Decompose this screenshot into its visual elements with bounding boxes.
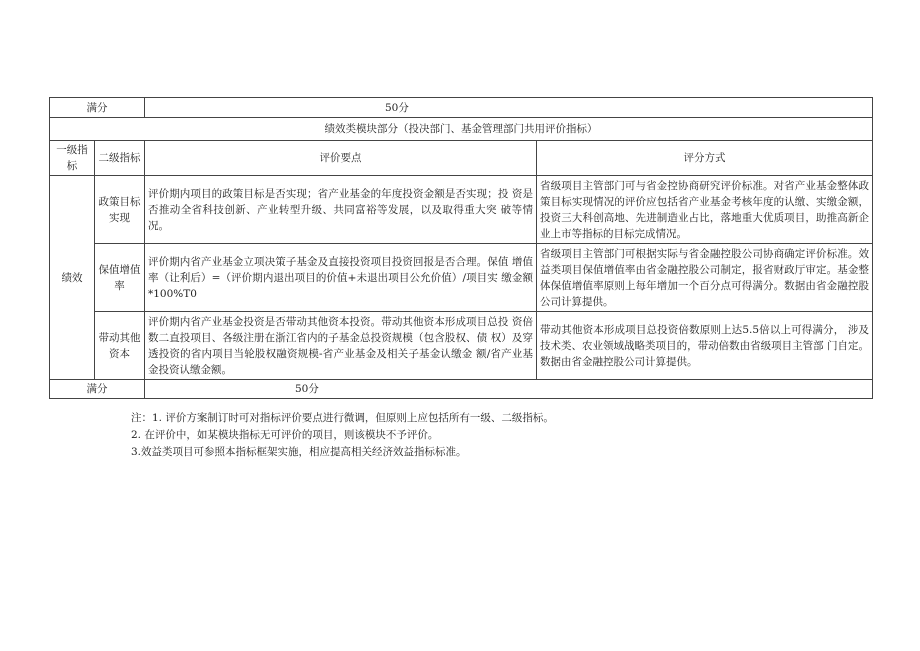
notes xyxy=(131,410,554,461)
evaluation-sheet xyxy=(49,97,872,399)
header-row xyxy=(50,141,873,176)
top-total-row xyxy=(50,98,873,118)
bottom-total-row xyxy=(50,380,873,399)
level2-cell: 保值增值率 xyxy=(95,244,145,312)
level2-cell: 政策目标实现 xyxy=(95,176,145,244)
section-title-row xyxy=(50,118,873,141)
table-row xyxy=(50,312,873,380)
top-total-score-text: 50分 xyxy=(385,101,409,114)
table-row xyxy=(50,244,873,312)
method-cell: 省级项目主管部门可与省金控协商研究评价标准。对省产业基金整体政策目标实现情况的评价应包括省产业基金考核年度的认缴、实缴金额，投资三大科创高地、先进制造业占比，落地重大优质项目，助推高新企业上市等指标的目标完成情况。 xyxy=(537,176,873,244)
points-cell: 评价期内省产业基金立项决策子基金及直接投资项目投资回报是否合理。保值 增值率（让利后）=（评价期内退出项目的价值+未退出项目公允价值）/项目实 缴金额*100%T0 xyxy=(145,244,537,312)
bottom-total-score-text: 50分 xyxy=(295,383,319,395)
group-label: 绩效 xyxy=(50,176,95,380)
top-total-score xyxy=(145,98,873,118)
table-row xyxy=(50,176,873,244)
method-cell: 省级项目主管部门可根据实际与省金融控股公司协商确定评价标准。效益类项目保值增值率由省金融控股公司制定，报省财政厅审定。基金整体保值增值率原则上每年增加一个百分点可得满分。数据由省金融控股公司计算提供。 xyxy=(537,244,873,312)
note-item: 注：1. 评价方案制订时可对指标评价要点进行微调，但原则上应包括所有一级、二级指标。 xyxy=(131,412,554,424)
indicator-table xyxy=(49,97,873,399)
points-cell: 评价期内省产业基金投资是否带动其他资本投资。带动其他资本形成项目总投 资倍数二直投项目、各级注册在浙江省内的子基金总投资规模（包含股权、债 权）及穿透投资的省内项目当轮股权融资规模-省产业基金及相关子基金认缴金 额/省产业基金投资认缴金额。 xyxy=(145,312,537,380)
header-points: 评价要点 xyxy=(145,141,537,176)
points-cell: 评价期内项目的政策目标是否实现；省产业基金的年度投资金额是否实现；投 资是否推动全省科技创新、产业转型升级、共同富裕等发展，以及取得重大突 破等情况。 xyxy=(145,176,537,244)
header-level1: 一级指标 xyxy=(50,141,95,176)
note-item: 2. 在评价中，如某模块指标无可评价的项目，则该模块不予评价。 xyxy=(131,429,439,441)
header-level2: 二级指标 xyxy=(95,141,145,176)
note-item: 3.效益类项目可参照本指标框架实施，相应提高相关经济效益指标标准。 xyxy=(131,446,467,458)
bottom-total-score xyxy=(145,380,873,399)
header-method: 评分方式 xyxy=(537,141,873,176)
bottom-total-label: 满分 xyxy=(50,380,145,399)
top-total-label: 满分 xyxy=(50,98,145,118)
section-title: 绩效类模块部分（投决部门、基金管理部门共用评价指标） xyxy=(50,118,873,141)
method-cell: 带动其他资本形成项目总投资倍数原则上达5.5倍以上可得满分， 涉及技术类、农业领域战略类项目的，带动倍数由省级项目主管部 门自定。数据由省金融控股公司计算提供。 xyxy=(537,312,873,380)
level2-cell: 带动其他资本 xyxy=(95,312,145,380)
